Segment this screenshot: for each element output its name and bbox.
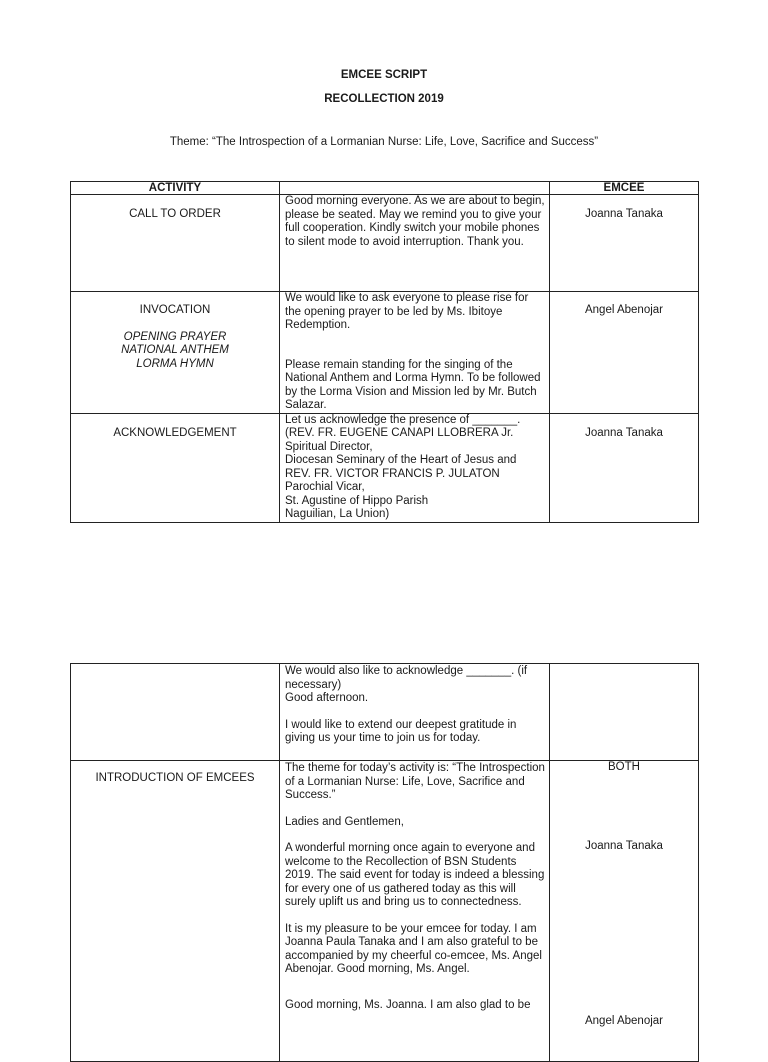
table-row bbox=[71, 413, 699, 522]
emcee-cell bbox=[550, 413, 699, 522]
script-paragraph: I would like to extend our deepest gratitude in giving us your time to join us for today. bbox=[285, 718, 517, 744]
script-paragraph: Good morning, Ms. Joanna. I am also glad to be bbox=[285, 998, 531, 1011]
script-paragraph: It is my pleasure to be your emcee for today. I am Joanna Paula Tanaka and I am also grateful to be accompanied by my cheerful co-emcee, Ms. Angel Abenojar. Good morning, Ms. Angel. bbox=[285, 922, 542, 975]
emcee-cell bbox=[550, 292, 699, 414]
activity-label: CALL TO ORDER bbox=[129, 208, 221, 220]
activity-cell bbox=[71, 292, 280, 414]
script-paragraph: Please remain standing for the singing of the National Anthem and Lorma Hymn. To be followed by the Lorma Vision and Mission led by Mr. Butch Salazar. bbox=[285, 358, 541, 411]
emcee-name: Joanna Tanaka bbox=[585, 426, 663, 439]
document-theme: Theme: “The Introspection of a Lormanian Nurse: Life, Love, Sacrifice and Success” bbox=[169, 136, 599, 148]
activity-sub-item: LORMA HYMN bbox=[136, 357, 214, 370]
activity-label: INVOCATION bbox=[139, 304, 211, 316]
script-cell bbox=[280, 761, 550, 1062]
emcee-column-header: EMCEE bbox=[550, 182, 699, 195]
script-line: REV. FR. VICTOR FRANCIS P. JULATON bbox=[285, 467, 500, 480]
script-line: Parochial Vicar, bbox=[285, 481, 365, 493]
script-line: Diocesan Seminary of the Heart of Jesus and bbox=[285, 454, 517, 466]
script-paragraph: We would like to ask everyone to please rise for the opening prayer to be led by Ms. Ibitoye Redemption. bbox=[285, 292, 529, 331]
emcee-name: BOTH bbox=[608, 761, 640, 773]
activity-label: ACKNOWLEDGEMENT bbox=[113, 426, 237, 439]
script-paragraph: A wonderful morning once again to everyone and welcome to the Recollection of BSN Students 2019. The said event for today is indeed a blessing for every one of us gathered today as this will surely uplift us and bring us to connectedness. bbox=[285, 842, 545, 908]
emcee-name: Joanna Tanaka bbox=[585, 208, 663, 220]
script-cell bbox=[280, 292, 550, 414]
script-cell bbox=[280, 413, 550, 522]
table-row bbox=[71, 292, 699, 414]
activity-cell bbox=[71, 413, 280, 522]
script-line: Naguilian, La Union) bbox=[285, 508, 390, 520]
document-subtitle: RECOLLECTION 2019 bbox=[324, 93, 444, 105]
emcee-name: Angel Abenojar bbox=[584, 304, 663, 316]
activity-cell bbox=[71, 761, 280, 1062]
activity-sub-item: NATIONAL ANTHEM bbox=[121, 344, 229, 356]
emcee-name: Angel Abenojar bbox=[584, 1015, 663, 1027]
emcee-script-table-1 bbox=[70, 181, 699, 523]
emcee-script-table-2 bbox=[70, 663, 699, 1062]
table-row bbox=[71, 664, 699, 761]
script-line: (REV. FR. EUGENE CANAPI LLOBRERA Jr. bbox=[285, 427, 514, 439]
script-line: St. Agustine of Hippo Parish bbox=[285, 494, 429, 507]
emcee-cell bbox=[550, 195, 699, 292]
emcee-cell bbox=[550, 664, 699, 761]
document-title: EMCEE SCRIPT bbox=[340, 69, 428, 81]
table-row bbox=[71, 761, 699, 1062]
script-paragraph: The theme for today’s activity is: “The Introspection of a Lormanian Nurse: Life, Love, Sacrifice and Success.” bbox=[285, 762, 545, 801]
activity-column-header: ACTIVITY bbox=[71, 182, 280, 195]
table-row bbox=[71, 195, 699, 292]
emcee-name: Joanna Tanaka bbox=[585, 840, 663, 852]
activity-cell bbox=[71, 664, 280, 761]
script-paragraph: We would also like to acknowledge _______. (if necessary) Good afternoon. bbox=[285, 665, 528, 704]
table-header-row bbox=[71, 182, 699, 195]
activity-cell bbox=[71, 195, 280, 292]
script-paragraph: Ladies and Gentlemen, bbox=[285, 815, 404, 828]
activity-sub-item: OPENING PRAYER bbox=[123, 330, 227, 343]
script-column-header bbox=[280, 182, 550, 195]
activity-label: INTRODUCTION OF EMCEES bbox=[95, 772, 255, 784]
script-paragraph: Good morning everyone. As we are about to begin, please be seated. May we remind you to give your full cooperation. Kindly switch your mobile phones to silent mode to avoid interruption. Thank you. bbox=[285, 195, 545, 248]
script-cell bbox=[280, 664, 550, 761]
script-line: Let us acknowledge the presence of _______. bbox=[285, 413, 521, 426]
emcee-cell bbox=[550, 761, 699, 1062]
script-cell bbox=[280, 195, 550, 292]
script-line: Spiritual Director, bbox=[285, 440, 373, 453]
